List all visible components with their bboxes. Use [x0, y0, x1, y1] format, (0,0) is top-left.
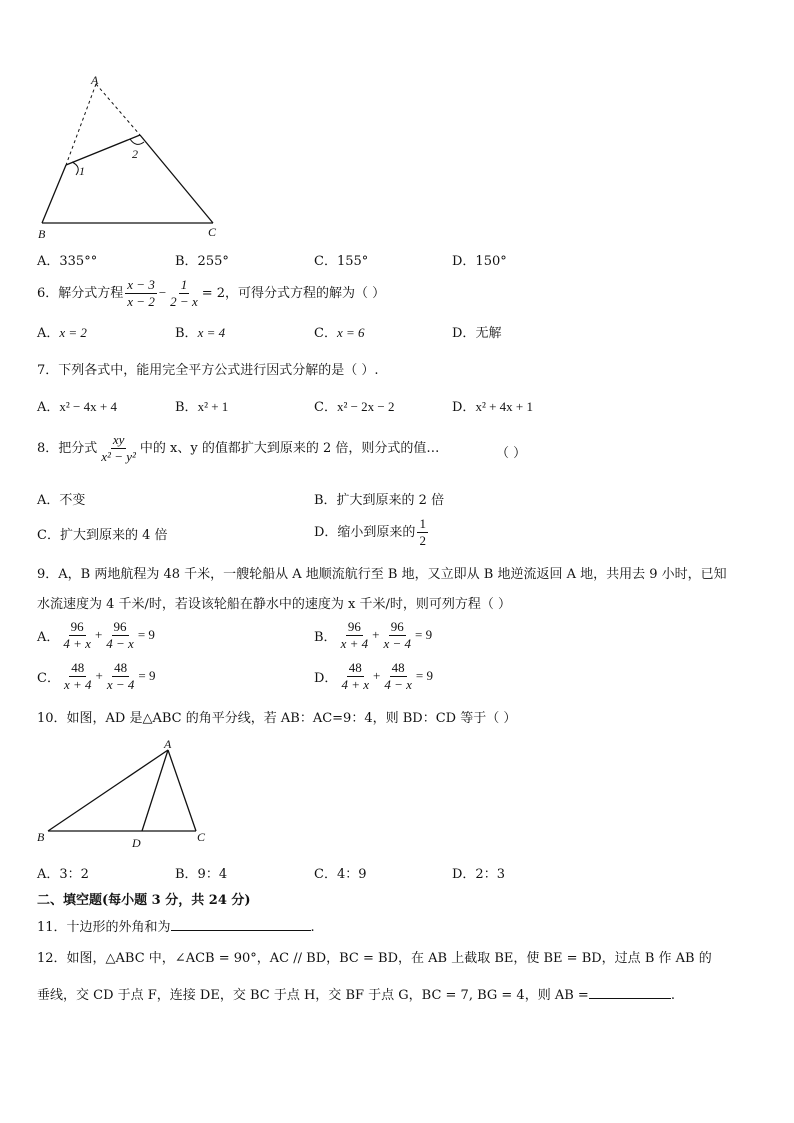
q5-angle1-arc [72, 162, 78, 175]
q8-option-d[interactable] [314, 516, 430, 549]
q7-option-d[interactable] [452, 396, 533, 415]
q9-option-b-frac2 [381, 619, 413, 652]
q5-side-ac [140, 135, 213, 223]
q9-option-a-d1: 4 + x [63, 636, 91, 651]
q6-option-c-label: C． [314, 326, 337, 341]
q11-text: 11．十边形的外角和为 [37, 920, 171, 935]
q6-fraction-2 [168, 277, 200, 310]
q9-option-b-op: + [372, 627, 380, 642]
q8-option-b[interactable]: B．扩大到原来的 2 倍 [314, 493, 445, 508]
q10-label-b: B [37, 830, 45, 844]
q9-option-b-frac1 [339, 619, 371, 652]
q9-option-c-frac2 [105, 660, 137, 693]
q8-option-a[interactable]: A．不变 [37, 493, 86, 508]
q5-dashed-left [66, 84, 96, 165]
q9-option-b-label: B． [314, 630, 337, 645]
q5-option-b[interactable]: B．255° [175, 254, 229, 269]
q9-option-a[interactable] [37, 619, 155, 652]
q6-option-d-math: 无解 [475, 326, 502, 341]
q6-minus: − [158, 285, 167, 300]
q9-option-a-n1: 96 [70, 619, 84, 634]
q5-option-d[interactable]: D．150° [452, 254, 507, 269]
q9-option-d-label: D． [314, 671, 338, 686]
q9-option-a-label: A． [37, 630, 60, 645]
q6-f2-num: 1 [180, 277, 188, 292]
q5-figure [30, 72, 230, 242]
q6-option-b-math: x = 4 [197, 325, 226, 340]
q5-label-b: B [38, 227, 46, 241]
q9-stem-line2: 水流速度为 4 千米/时，若设该轮船在静水中的速度为 x 千米/时，则可列方程（ ） [37, 597, 512, 612]
q9-option-b-d2: x − 4 [383, 636, 411, 651]
q7-option-d-math: x² + 4x + 1 [475, 399, 533, 414]
q7-option-a-math: x² − 4x + 4 [59, 399, 117, 414]
q9-option-d-d2: 4 − x [384, 677, 412, 692]
q9-option-b-d1: x + 4 [340, 636, 369, 651]
q5-angle2-arc [130, 139, 144, 144]
q8-fraction [99, 432, 138, 465]
q7-option-c-label: C． [314, 400, 337, 415]
q6-option-c[interactable] [314, 322, 365, 341]
q6-option-c-math: x = 6 [336, 325, 365, 340]
q6-fraction-1 [125, 277, 157, 310]
q8-option-d-fraction [417, 516, 428, 549]
q10-side-ac [168, 750, 196, 831]
q10-option-c[interactable]: C．4：9 [314, 867, 367, 882]
q9-option-d-n1: 48 [348, 660, 362, 675]
q11-answer-blank[interactable] [171, 916, 311, 931]
q9-option-c-n2: 48 [114, 660, 128, 675]
q6-option-d-label: D． [452, 326, 476, 341]
q9-option-d-frac1 [339, 660, 371, 693]
q9-option-d-rhs: = 9 [415, 668, 433, 683]
q9-option-a-frac1 [61, 619, 93, 652]
q10-label-d: D [132, 836, 141, 850]
q6-prefix: 6．解分式方程 [37, 286, 124, 301]
q6-option-b-label: B． [175, 326, 198, 341]
q7-option-b-math: x² + 1 [197, 399, 229, 414]
q5-dashed-right [96, 84, 140, 135]
q10-option-a[interactable]: A．3：2 [37, 867, 89, 882]
q6-f1-den: x − 2 [127, 294, 155, 309]
q9-option-d-n2: 48 [391, 660, 405, 675]
q10-bisector-ad [142, 750, 168, 831]
q8-stem [37, 432, 439, 465]
q6-f1-num: x − 3 [127, 277, 155, 292]
q12-stem-line2 [37, 984, 675, 1003]
q6-option-a[interactable] [37, 322, 87, 341]
q5-label-angle1: 1 [79, 164, 85, 178]
q6-option-a-math: x = 2 [59, 325, 87, 340]
q10-label-a: A [164, 737, 172, 751]
q9-option-d-frac2 [382, 660, 414, 693]
q12-line2-text: 垂线，交 CD 于点 F，连接 DE，交 BC 于点 H，交 BF 于点 G，BC = 7, BG = 4，则 AB = [37, 988, 589, 1003]
q5-label-c: C [208, 225, 217, 239]
q9-option-c-d2: x − 4 [106, 677, 135, 692]
q8-option-d-text: D．缩小到原来的 [314, 525, 416, 540]
q12-answer-blank[interactable] [589, 984, 671, 999]
q12-end: . [670, 988, 675, 1003]
q9-option-b-rhs: = 9 [415, 627, 433, 642]
q9-option-a-d2: 4 − x [106, 636, 134, 651]
q10-stem: 10．如图，AD 是△ABC 的角平分线，若 AB：AC=9：4，则 BD：CD 等于（ ） [37, 711, 517, 726]
q7-option-c-math: x² − 2x − 2 [336, 399, 395, 414]
q6-stem [37, 277, 385, 310]
q10-label-c: C [197, 830, 206, 844]
q6-option-a-label: A． [37, 326, 60, 341]
q11-end: . [310, 920, 315, 935]
q9-option-c[interactable] [37, 660, 155, 693]
q5-option-a[interactable]: A．335°° [37, 254, 98, 269]
q5-cut-line [66, 135, 140, 165]
q8-suffix: 中的 x、y 的值都扩大到原来的 2 倍，则分式的值… [139, 441, 440, 456]
q9-option-a-op: + [94, 627, 103, 642]
q5-label-a: A [91, 73, 99, 87]
q9-option-a-rhs: = 9 [137, 627, 155, 642]
q6-suffix: = 2，可得分式方程的解为（ ） [201, 286, 386, 301]
q5-label-angle2: 2 [132, 147, 138, 161]
q9-option-a-frac2 [104, 619, 136, 652]
q8-num: xy [112, 432, 125, 447]
q5-option-c[interactable]: C．155° [314, 254, 369, 269]
q8-paren: （ ） [496, 446, 527, 461]
q7-option-c[interactable] [314, 396, 395, 415]
q10-side-ab [48, 750, 168, 831]
q9-option-b-n1: 96 [347, 619, 361, 634]
q9-option-a-n2: 96 [113, 619, 127, 634]
q6-option-d[interactable] [452, 322, 501, 341]
q9-option-c-d1: x + 4 [63, 677, 92, 692]
q12-stem-line1: 12．如图，△ABC 中，∠ACB = 90°，AC // BD，BC = BD，在 AB 上截取 BE，使 BE = BD，过点 B 作 AB 的 [37, 951, 712, 966]
q10-figure [30, 735, 220, 855]
q8-option-d-den: 2 [419, 533, 426, 548]
q8-option-c[interactable]: C．扩大到原来的 4 倍 [37, 528, 168, 543]
q9-option-c-rhs: = 9 [138, 668, 156, 683]
q9-stem-line1: 9．A，B 两地航程为 48 千米，一艘轮船从 A 地顺流航行至 B 地，又立即从 B 地逆流返回 A 地，共用去 9 小时，已知 [37, 567, 727, 582]
q5-side-ab [42, 165, 66, 223]
q7-option-b-label: B． [175, 400, 198, 415]
q8-den: x² − y² [101, 449, 136, 464]
q9-option-c-n1: 48 [71, 660, 85, 675]
q6-f2-den: 2 − x [170, 294, 198, 309]
q9-option-b[interactable] [314, 619, 432, 652]
q7-option-d-label: D． [452, 400, 476, 415]
q9-option-c-op: + [95, 668, 103, 683]
section-heading-fill-in: 二、填空题(每小题 3 分，共 24 分) [37, 893, 251, 908]
q9-option-c-frac1 [62, 660, 94, 693]
q9-option-d[interactable] [314, 660, 433, 693]
q8-prefix: 8．把分式 [37, 441, 98, 456]
q9-option-d-op: + [372, 668, 381, 683]
q10-option-b[interactable]: B．9：4 [175, 867, 228, 882]
q7-stem: 7．下列各式中，能用完全平方公式进行因式分解的是（ ）. [37, 363, 379, 378]
q6-option-b[interactable] [175, 322, 225, 341]
q9-option-d-d1: 4 + x [341, 677, 369, 692]
q9-option-b-n2: 96 [390, 619, 404, 634]
q11-stem [37, 916, 315, 935]
q7-option-a-label: A． [37, 400, 60, 415]
q7-option-b[interactable] [175, 396, 228, 415]
q7-option-a[interactable] [37, 396, 117, 415]
q10-option-d[interactable]: D．2：3 [452, 867, 505, 882]
q9-option-c-label: C． [37, 671, 60, 686]
q8-option-d-num: 1 [419, 516, 426, 531]
